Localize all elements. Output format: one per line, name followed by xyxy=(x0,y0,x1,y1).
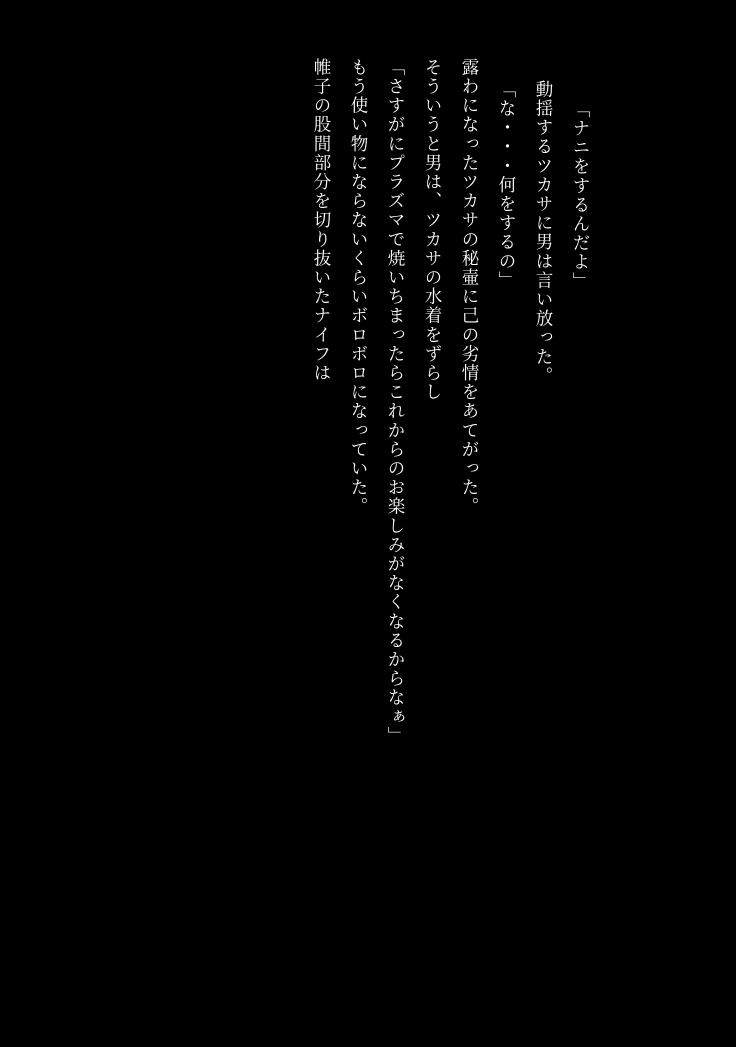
text-line: 「ナニをするんだよ」 xyxy=(570,100,590,291)
text-line: 露わになったツカサの秘壷に己の劣情をあてがった。 xyxy=(459,58,479,517)
vertical-text-block xyxy=(312,58,589,798)
text-line: そういうと男は、ツカサの水着をずらし xyxy=(422,58,442,402)
text-line: 「さすがにプラズマで焼いちまったらこれからのお楽しみがなくなるからなぁ」 xyxy=(385,58,405,746)
text-line: もう使い物にならないくらいボロボロになっていた。 xyxy=(348,58,368,517)
text-line: 「な・・・何をするの」 xyxy=(496,80,516,291)
text-line: 帷子の股間部分を切り抜いたナイフは xyxy=(311,58,331,383)
text-line: 動揺するツカサに男は言い放った。 xyxy=(533,80,553,386)
